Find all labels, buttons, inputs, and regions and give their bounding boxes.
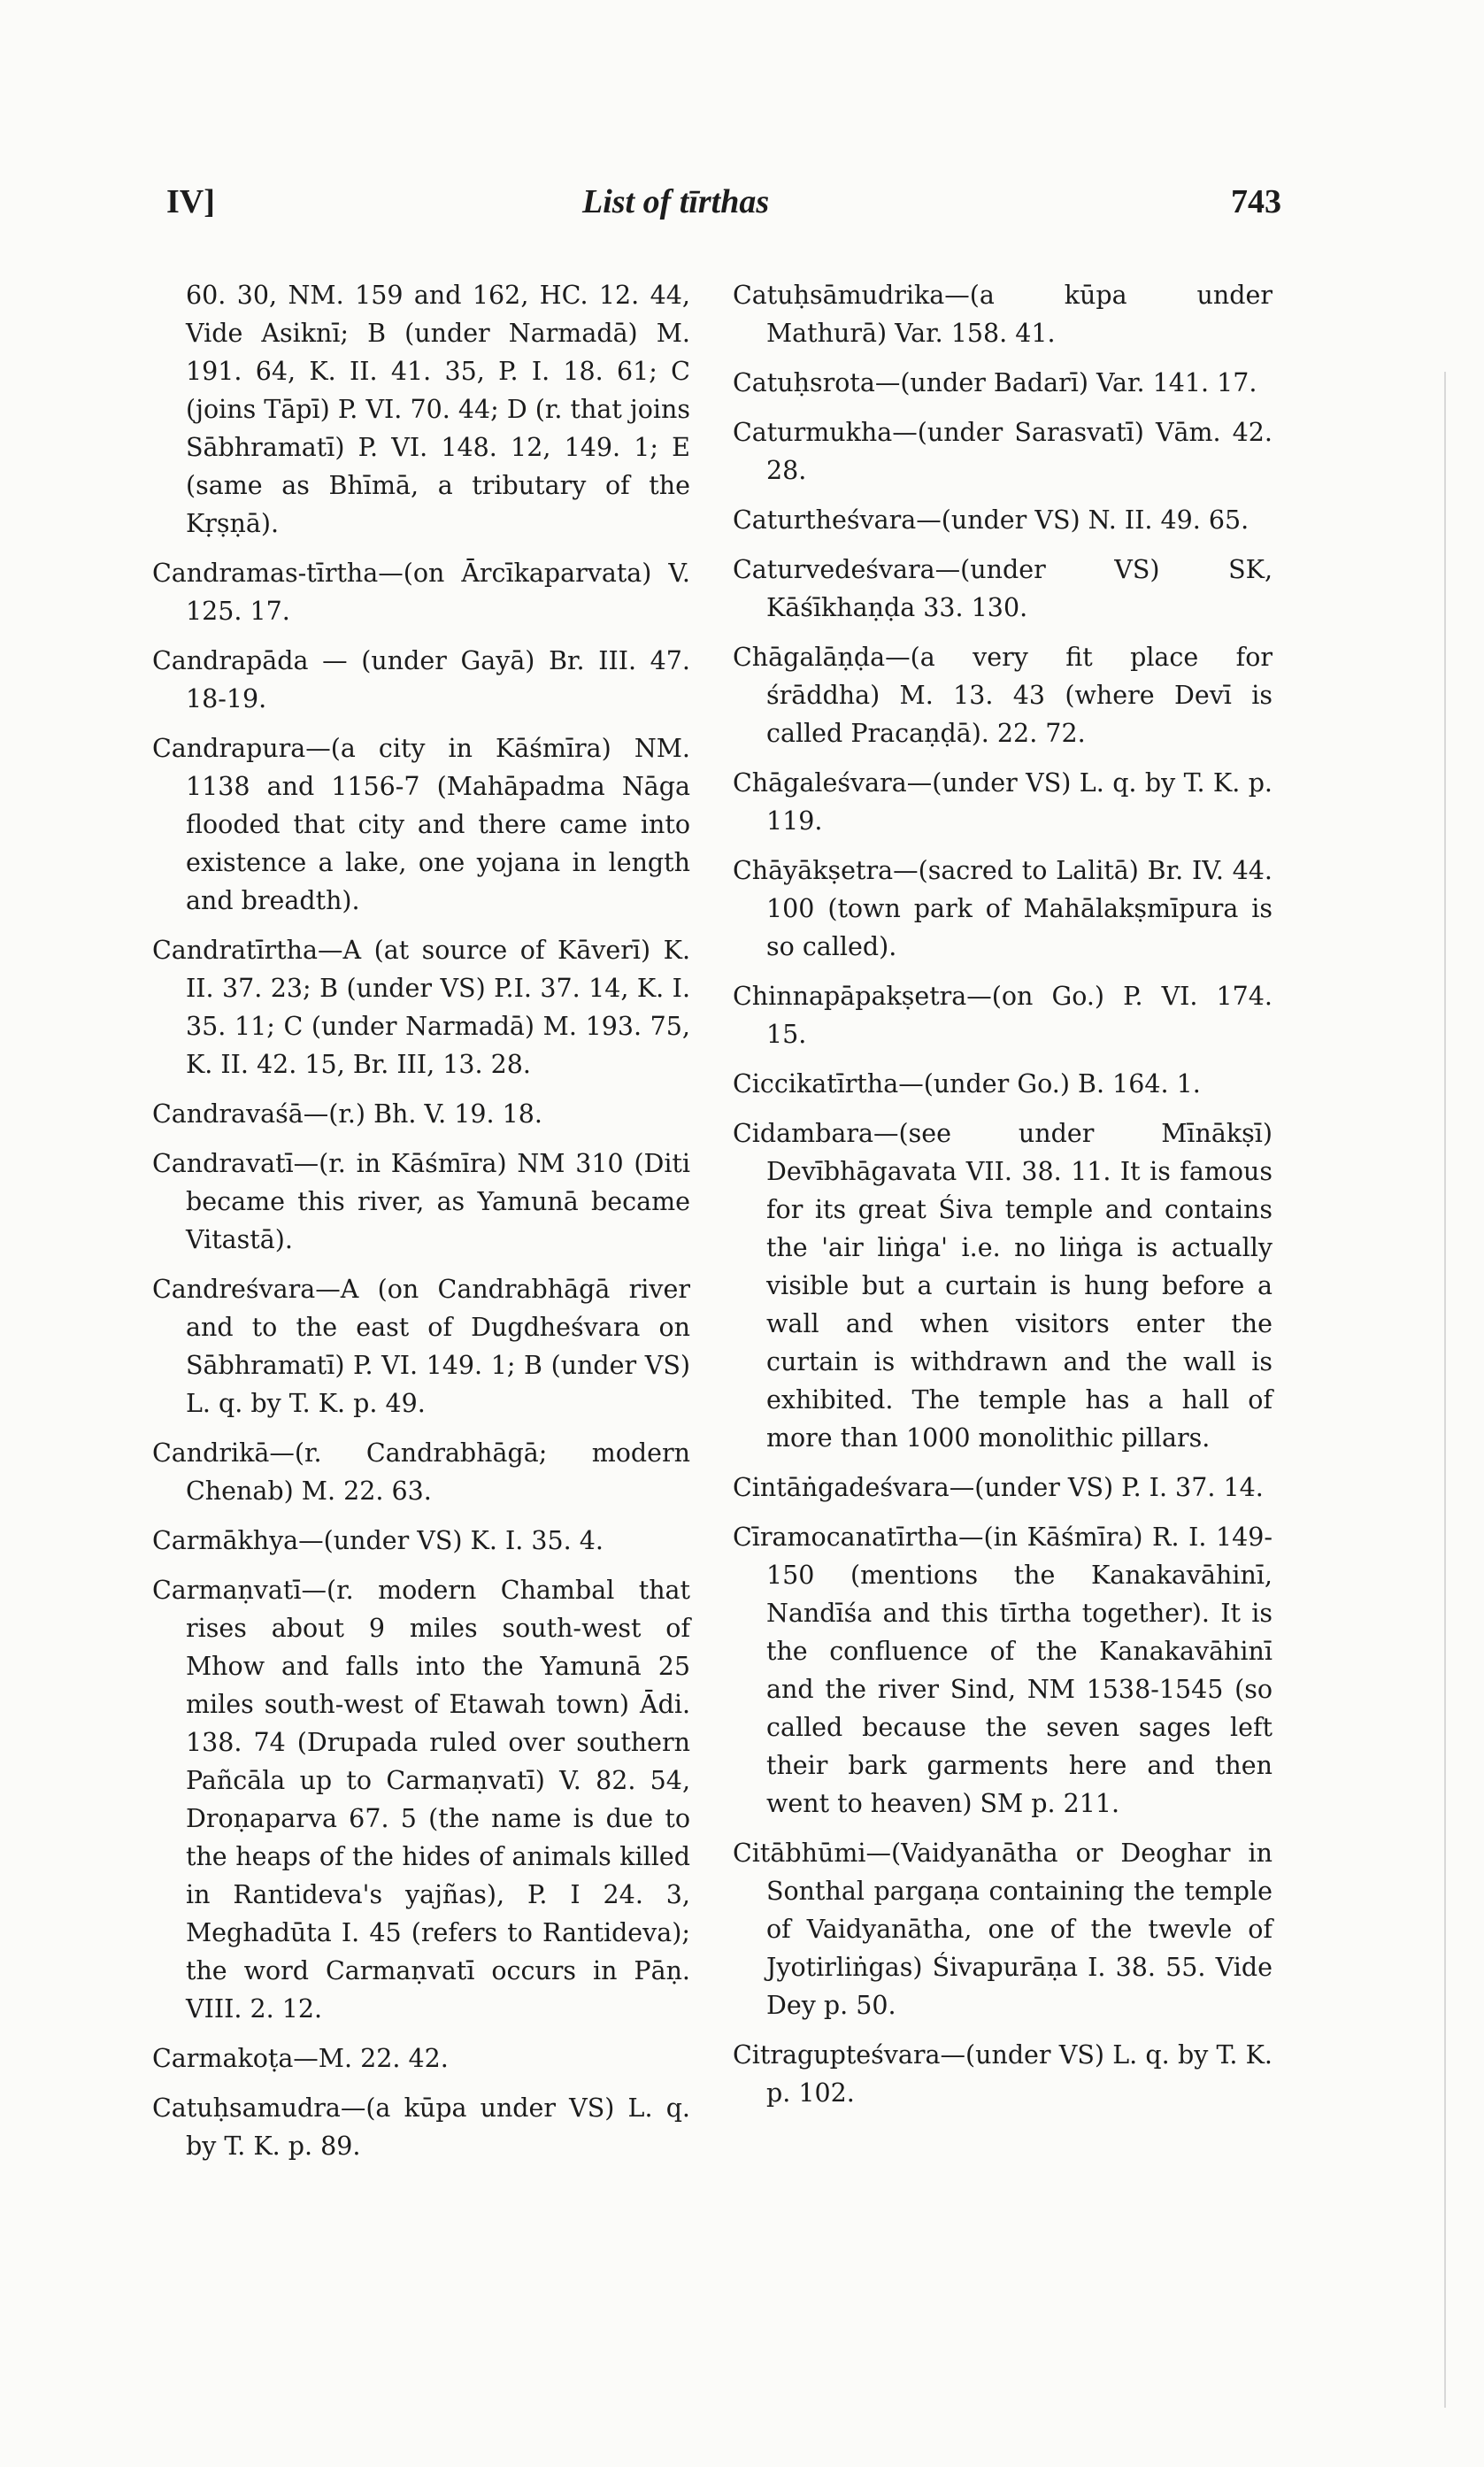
entry: Catuḥsrota—(under Badarī) Var. 141. 17. xyxy=(733,368,1257,397)
running-header xyxy=(166,177,1281,230)
entry: Caturmukha—(under Sarasvatī) Vām. 42. 28. xyxy=(733,418,1273,485)
entry: Candratīrtha—A (at source of Kāverī) K. II. 37. 23; B (under VS) P.I. 37. 14, K. I. 35. 11; C (under Narmadā) M. 193. 75, K. II. 42. 15, Br. III, 13. 28. xyxy=(152,936,690,1079)
entry: Citābhūmi—(Vaidyanātha or Deoghar in Sonthal pargaṇa containing the temple of Vaidyanātha, one of the twevle of Jyotirliṅgas) Śivapurāṇa I. 38. 55. Vide Dey p. 50. xyxy=(733,1839,1273,2020)
section-number: IV] xyxy=(166,183,215,220)
entry: Candravaśā—(r.) Bh. V. 19. 18. xyxy=(152,1099,542,1129)
entry: Catuḥsāmudrika—(a kūpa under Mathurā) Var. 158. 41. xyxy=(733,281,1273,348)
entry: Candravatī—(r. in Kāśmīra) NM 310 (Diti became this river, as Yamunā became Vitastā). xyxy=(152,1149,690,1254)
entry: Catuḥsamudra—(a kūpa under VS) L. q. by T. K. p. 89. xyxy=(152,2093,690,2161)
entry: Chinnapāpakṣetra—(on Go.) P. VI. 174. 15. xyxy=(733,982,1273,1049)
entry: Candrapāda — (under Gayā) Br. III. 47. 18-19. xyxy=(152,646,690,713)
entry: Candrikā—(r. Candrabhāgā; modern Chenab) M. 22. 63. xyxy=(152,1438,690,1506)
right-column xyxy=(733,276,1273,2124)
entry: Caturvedeśvara—(under VS) SK, Kāśīkhaṇḍa 33. 130. xyxy=(733,555,1273,622)
entry: Cintāṅgadeśvara—(under VS) P. I. 37. 14. xyxy=(733,1473,1264,1502)
entry: Chāyākṣetra—(sacred to Lalitā) Br. IV. 44. 100 (town park of Mahālakṣmīpura is so called). xyxy=(733,856,1273,961)
entry: Citragupteśvara—(under VS) L. q. by T. K. p. 102. xyxy=(733,2040,1273,2108)
entry-continued: 60. 30, NM. 159 and 162, HC. 12. 44, Vide Asiknī; B (under Narmadā) M. 191. 64, K. II. 41. 35, P. I. 18. 61; C (joins Tāpī) P. VI. 70. 44; D (r. that joins Sābhramatī) P. VI. 148. 12, 149. 1; E (same as Bhīmā, a tributary of the Kṛṣṇā). xyxy=(186,281,690,538)
entry: Carmakoṭa—M. 22. 42. xyxy=(152,2044,449,2073)
page-number: 743 xyxy=(1231,183,1281,220)
entry: Carmākhya—(under VS) K. I. 35. 4. xyxy=(152,1526,604,1555)
entry: Candreśvara—A (on Candrabhāgā river and to the east of Dugdheśvara on Sābhramatī) P. VI. 149. 1; B (under VS) L. q. by T. K. p. 49. xyxy=(152,1275,690,1418)
entry: Candramas-tīrtha—(on Ārcīkaparvata) V. 125. 17. xyxy=(152,559,690,626)
entry: Cīramocanatīrtha—(in Kāśmīra) R. I. 149-150 (mentions the Kanakavāhinī, Nandīśa and this tīrtha together). It is the confluence of the Kanakavāhinī and the river Sind, NM 1538-1545 (so called because the seven sages left their bark garments here and then went to heaven) SM p. 211. xyxy=(733,1523,1273,1818)
entry: Caturtheśvara—(under VS) N. II. 49. 65. xyxy=(733,505,1249,535)
page-edge-line xyxy=(1444,372,1446,2408)
entry: Cidambara—(see under Mīnākṣī) Devībhāgavata VII. 38. 11. It is famous for its great Śiva temple and contains the 'air liṅga' i.e. no liṅga is actually visible but a curtain is hung before a wall and when visitors enter the curtain is withdrawn and the wall is exhibited. The temple has a hall of more than 1000 monolithic pillars. xyxy=(733,1119,1273,1453)
entry: Chāgalāṇḍa—(a very fit place for śrāddha) M. 13. 43 (where Devī is called Pracaṇḍā). 22. 72. xyxy=(733,643,1273,748)
left-column xyxy=(152,276,690,2177)
entry: Carmaṇvatī—(r. modern Chambal that rises about 9 miles south-west of Mhow and falls into the Yamunā 25 miles south-west of Etawah town) Ādi. 138. 74 (Drupada ruled over southern Pañcāla up to Carmaṇvatī) V. 82. 54, Droṇaparva 67. 5 (the name is due to the heaps of the hides of animals killed in Rantideva's yajñas), P. I 24. 3, Meghadūta I. 45 (refers to Rantideva); the word Carmaṇvatī occurs in Pāṇ. VIII. 2. 12. xyxy=(152,1576,690,2024)
entry: Chāgaleśvara—(under VS) L. q. by T. K. p. 119. xyxy=(733,768,1273,836)
entry: Candrapura—(a city in Kāśmīra) NM. 1138 and 1156-7 (Mahāpadma Nāga flooded that city and there came into existence a lake, one yojana in length and breadth). xyxy=(152,734,690,915)
entry: Ciccikatīrtha—(under Go.) B. 164. 1. xyxy=(733,1069,1201,1099)
running-title: List of tīrthas xyxy=(582,183,770,220)
